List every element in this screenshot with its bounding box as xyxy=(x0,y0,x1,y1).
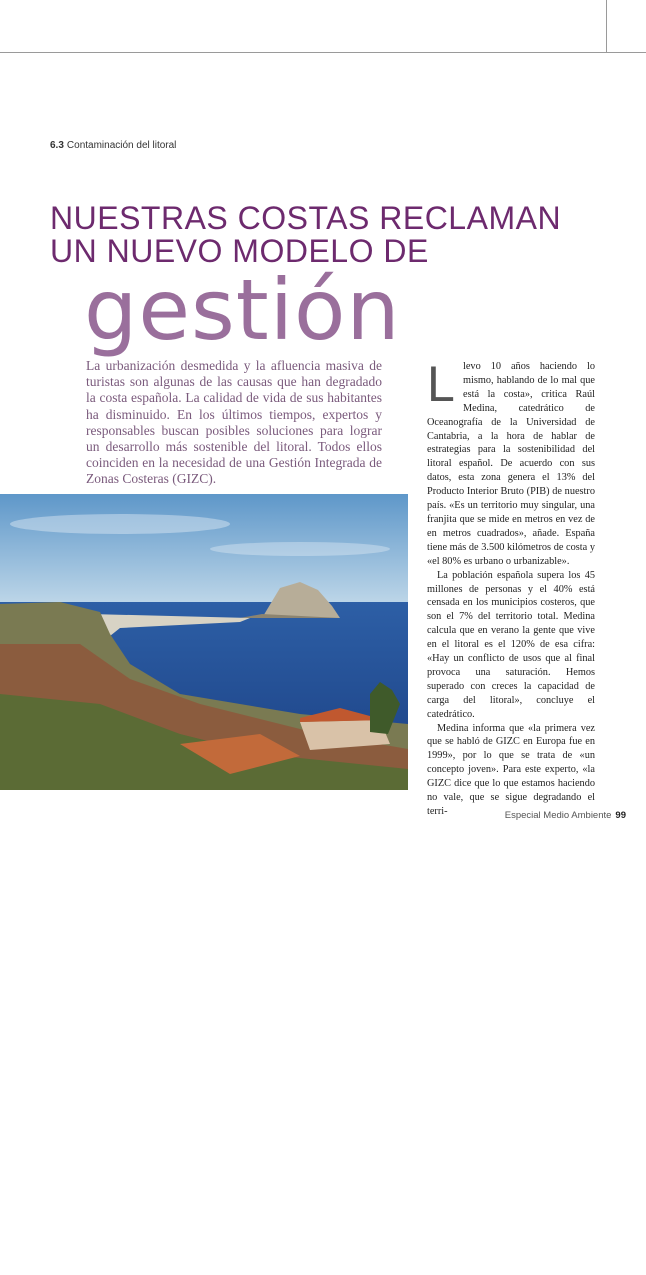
headline-big-word: gestión xyxy=(84,261,401,359)
header-rule xyxy=(0,52,646,53)
section-title: Contaminación del litoral xyxy=(66,140,177,151)
body-paragraph-2: La población española supera los 45 millones de personas y el 40% está censada en los municipios costeros, que son el 7% del territorio total. Medina calcula que en verano la gente que vive en el litoral es el 120% de esa cifra: «Hay un conflicto de usos que al final provoca una saturación. Hemos superado con creces la capacidad de carga del litoral», concluye el catedrático. xyxy=(427,569,595,720)
coast-photo xyxy=(0,494,408,1275)
body-paragraph-3: Medina informa que «la primera vez que se habló de GIZC en Europa fue en 1999», por lo que se trata de «un concepto joven». Para este experto, «la GIZC dice que lo que estamos haciendo no vale, que se sigue degradando el terri- xyxy=(427,722,595,817)
headline xyxy=(50,202,610,268)
header-vertical-rule xyxy=(606,0,607,52)
page-number: 99 xyxy=(615,810,626,821)
section-label xyxy=(50,140,176,151)
body-column xyxy=(427,356,595,819)
publication-name: Especial Medio Ambiente xyxy=(504,810,612,821)
drop-cap: L xyxy=(427,356,455,412)
headline-line-2: UN NUEVO MODELO DE xyxy=(50,233,429,269)
photo-caption: Calpe (Alicante). xyxy=(337,1266,400,1275)
body-paragraph-1-text: levo 10 años haciendo lo mismo, hablando de lo mal que está la costa», critica Raúl Medina, catedrático de Oceanografía de la Universidad de Cantabria, a la hora de hablar de estrategias para la sostenibilidad del litoral español. De acuerdo con sus datos, esta zona genera el 13% del Producto Interior Bruto (PIB) de nuestro país. «Es un territorio muy singular, una franjita que se mide en metros en vez de en metros cuadrados», añade. España tiene más de 3.500 kilómetros de costa y «el 80% es urbano o urbanizable». xyxy=(427,361,595,567)
section-number: 6.3 xyxy=(50,140,64,151)
lead-paragraph: La urbanización desmedida y la afluencia masiva de turistas son algunas de las causas que han degradado la costa española. La calidad de vida de sus habitantes ha disminuido. En los últimos tiempos, expertos y responsables buscan posibles soluciones para lograr un desarrollo más sostenible del litoral. Todos ellos coinciden en la necesidad de una Gestión Integrada de Zonas Costeras (GIZC). xyxy=(86,358,382,487)
headline-line-1: NUESTRAS COSTAS RECLAMAN xyxy=(50,200,562,236)
page-footer xyxy=(505,810,626,821)
body-paragraph xyxy=(427,356,595,569)
